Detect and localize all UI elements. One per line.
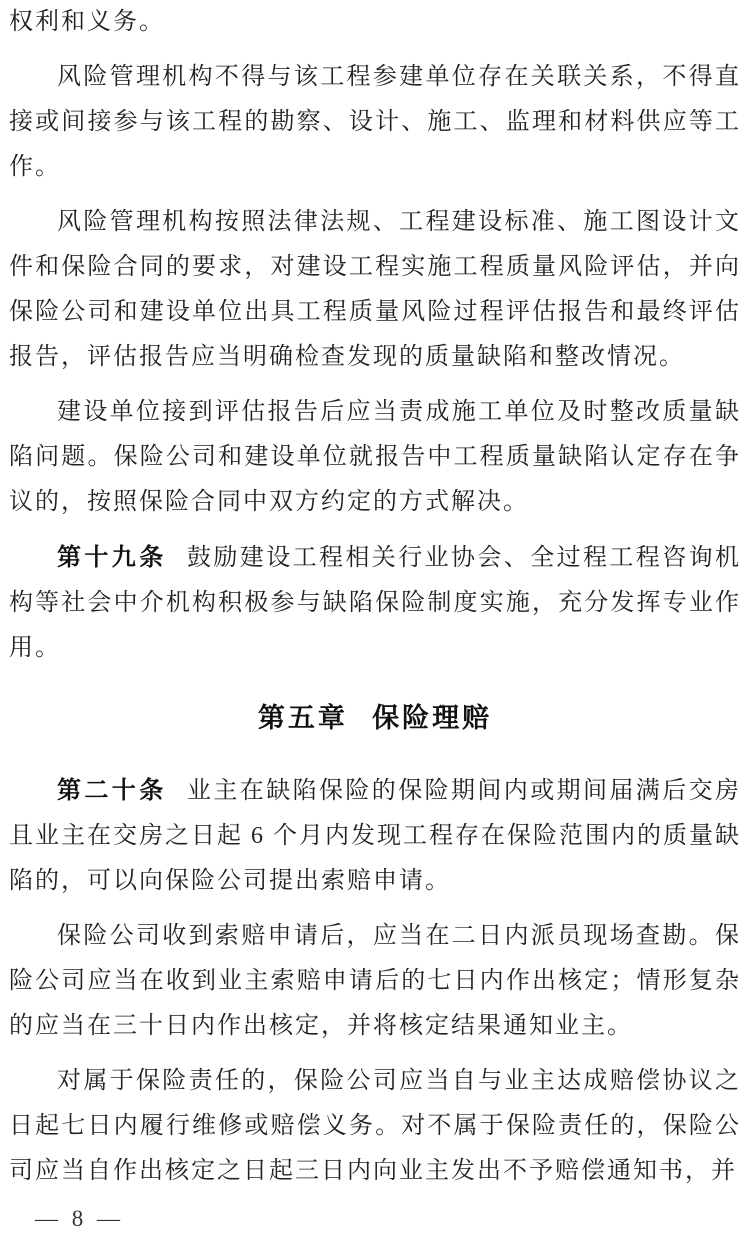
paragraph-rectification: 建设单位接到评估报告后应当责成施工单位及时整改质量缺陷问题。保险公司和建设单位就报告中工程质量缺陷认定存在争议的，按照保险合同中双方约定的方式解决。 <box>9 399 741 515</box>
paragraph-continuation: 权利和义务。 <box>9 9 165 35</box>
paragraph-compensation: 对属于保险责任的，保险公司应当自与业主达成赔偿协议之日起七日内履行维修或赔偿义务。对不属于保险责任的，保险公司应当自作出核定之日起三日内向业主发出不予赔偿通知书，并 <box>9 1068 741 1184</box>
paragraph-article-20 <box>9 768 741 904</box>
article-19-text: 鼓励建设工程相关行业协会、全过程工程咨询机构等社会中介机构积极参与缺陷保险制度实施，充分发挥专业作用。 <box>9 545 742 661</box>
chapter-title: 保险理赔 <box>372 703 493 733</box>
article-20-text: 业主在缺陷保险的保险期间内或期间届满后交房且业主在交房之日起 6 个月内发现工程存在保险范围内的质量缺陷的，可以向保险公司提出索赔申请。 <box>9 778 742 894</box>
paragraph-risk-org-relations: 风险管理机构不得与该工程参建单位存在关联关系，不得直接或间接参与该工程的勘察、设计、施工、监理和材料供应等工作。 <box>9 64 741 180</box>
article-20-label: 第二十条 <box>57 777 167 804</box>
chapter-number: 第五章 <box>257 703 348 733</box>
page-number: — 8 — <box>35 1206 124 1231</box>
chapter-heading <box>9 698 741 738</box>
paragraph-risk-assessment: 风险管理机构按照法律法规、工程建设标准、施工图设计文件和保险合同的要求，对建设工程实施工程质量风险评估，并向保险公司和建设单位出具工程质量风险过程评估报告和最终评估报告，评估报告应当明确检查发现的质量缺陷和整改情况。 <box>9 209 741 370</box>
article-19-label: 第十九条 <box>57 544 167 571</box>
paragraph-article-19 <box>9 535 741 671</box>
paragraph-claim-survey: 保险公司收到索赔申请后，应当在二日内派员现场查勘。保险公司应当在收到业主索赔申请后的七日内作出核定；情形复杂的应当在三十日内作出核定，并将核定结果通知业主。 <box>9 923 741 1039</box>
